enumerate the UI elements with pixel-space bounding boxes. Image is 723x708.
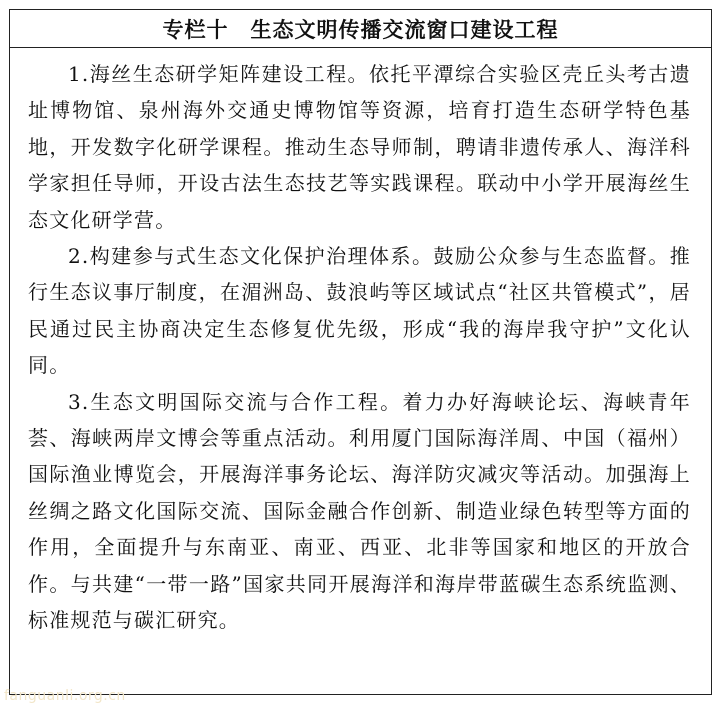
watermark: fanguanli.org.cn (4, 688, 126, 704)
column-content (10, 48, 711, 639)
paragraph-3: 3.生态文明国际交流与合作工程。着力办好海峡论坛、海峡青年荟、海峡两岸文博会等重点活动。利用厦门国际海洋周、中国（福州）国际渔业博览会，开展海洋事务论坛、海洋防灾减灾等活动。加强海上丝绸之路文化国际交流、国际金融合作创新、制造业绿色转型等方面的作用，全面提升与东南亚、南亚、西亚、北非等国家和地区的开放合作。与共建“一带一路”国家共同开展海洋和海岸带蓝碳生态系统监测、标准规范与碳汇研究。 (28, 389, 691, 633)
column-title: 专栏十 生态文明传播交流窗口建设工程 (162, 17, 559, 42)
paragraph-1: 1.海丝生态研学矩阵建设工程。依托平潭综合实验区壳丘头考古遗址博物馆、泉州海外交通史博物馆等资源，培育打造生态研学特色基地，开发数字化研学课程。推动生态导师制，聘请非遗传承人、海洋科学家担任导师，开设古法生态技艺等实践课程。联动中小学开展海丝生态文化研学营。 (28, 62, 691, 232)
paragraph-2: 2.构建参与式生态文化保护治理体系。鼓励公众参与生态监督。推行生态议事厅制度，在湄洲岛、鼓浪屿等区域试点“社区共管模式”，居民通过民主协商决定生态修复优先级，形成“我的海岸我守护”文化认同。 (28, 244, 691, 378)
column-title-row (10, 10, 711, 48)
special-column-box (9, 9, 712, 695)
